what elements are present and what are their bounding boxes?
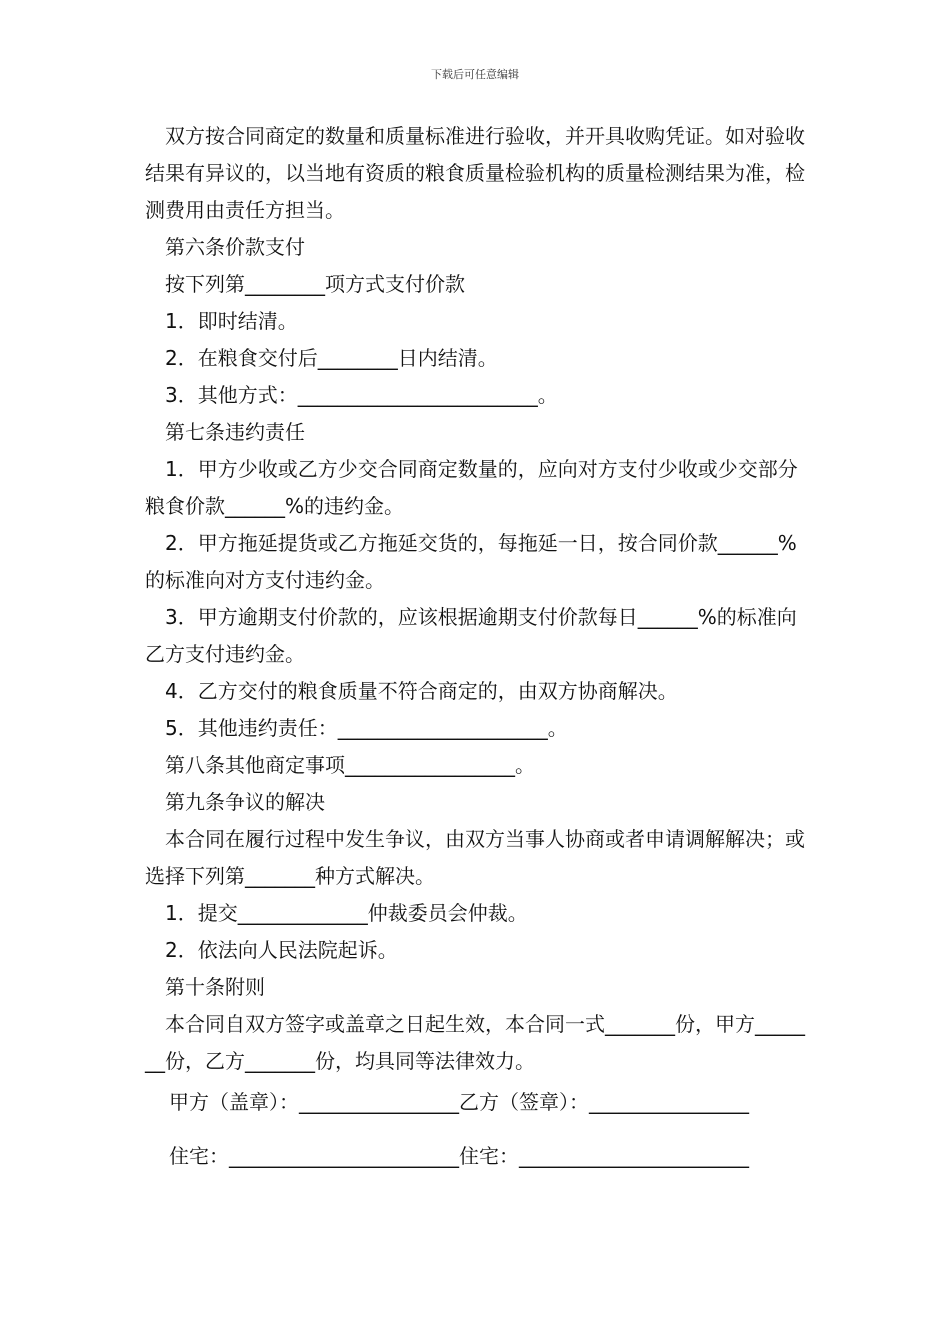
heading-article-7: 第七条违约责任 bbox=[165, 420, 305, 444]
paragraph: 本合同在履行过程中发生争议，由双方当事人协商或者申请调解解决；或选择下列第_______种方式解决。 bbox=[145, 827, 805, 888]
list-item: 5．其他违约责任：_____________________。 bbox=[165, 716, 568, 740]
signature-line-address: 住宅：_______________________住宅：_______________________ bbox=[169, 1144, 749, 1168]
signature-line-seal: 甲方（盖章）：________________乙方（签章）：________________ bbox=[169, 1090, 749, 1114]
list-item: 1．即时结清。 bbox=[165, 309, 298, 333]
list-item: 2．依法向人民法院起诉。 bbox=[165, 938, 398, 962]
heading-article-9: 第九条争议的解决 bbox=[165, 790, 325, 814]
list-item: 3．甲方逾期支付价款的，应该根据逾期支付价款每日______%的标准向乙方支付违约金。 bbox=[145, 605, 797, 666]
heading-article-10: 第十条附则 bbox=[165, 975, 265, 999]
list-item: 3．其他方式：________________________。 bbox=[165, 383, 558, 407]
heading-article-6: 第六条价款支付 bbox=[165, 235, 305, 259]
heading-article-8: 第八条其他商定事项_________________。 bbox=[165, 753, 535, 777]
list-item: 1．甲方少收或乙方少交合同商定数量的，应向对方支付少收或少交部分粮食价款______%的违约金。 bbox=[145, 457, 798, 518]
list-item: 1．提交_____________仲裁委员会仲裁。 bbox=[165, 901, 528, 925]
paragraph-acceptance: 双方按合同商定的数量和质量标准进行验收，并开具收购凭证。如对验收结果有异议的，以当地有资质的粮食质量检验机构的质量检测结果为准，检测费用由责任方担当。 bbox=[145, 124, 805, 222]
page-header: 下载后可任意编辑 bbox=[431, 68, 519, 81]
list-item: 2．在粮食交付后________日内结清。 bbox=[165, 346, 498, 370]
contract-body bbox=[145, 118, 810, 1176]
list-item: 4．乙方交付的粮食质量不符合商定的，由双方协商解决。 bbox=[165, 679, 678, 703]
list-item: 2．甲方拖延提货或乙方拖延交货的，每拖延一日，按合同价款______%的标准向对方支付违约金。 bbox=[145, 531, 797, 592]
paragraph: 按下列第________项方式支付价款 bbox=[165, 272, 465, 296]
paragraph: 本合同自双方签字或盖章之日起生效，本合同一式_______份，甲方_______份，乙方_______份，均具同等法律效力。 bbox=[145, 1012, 805, 1073]
